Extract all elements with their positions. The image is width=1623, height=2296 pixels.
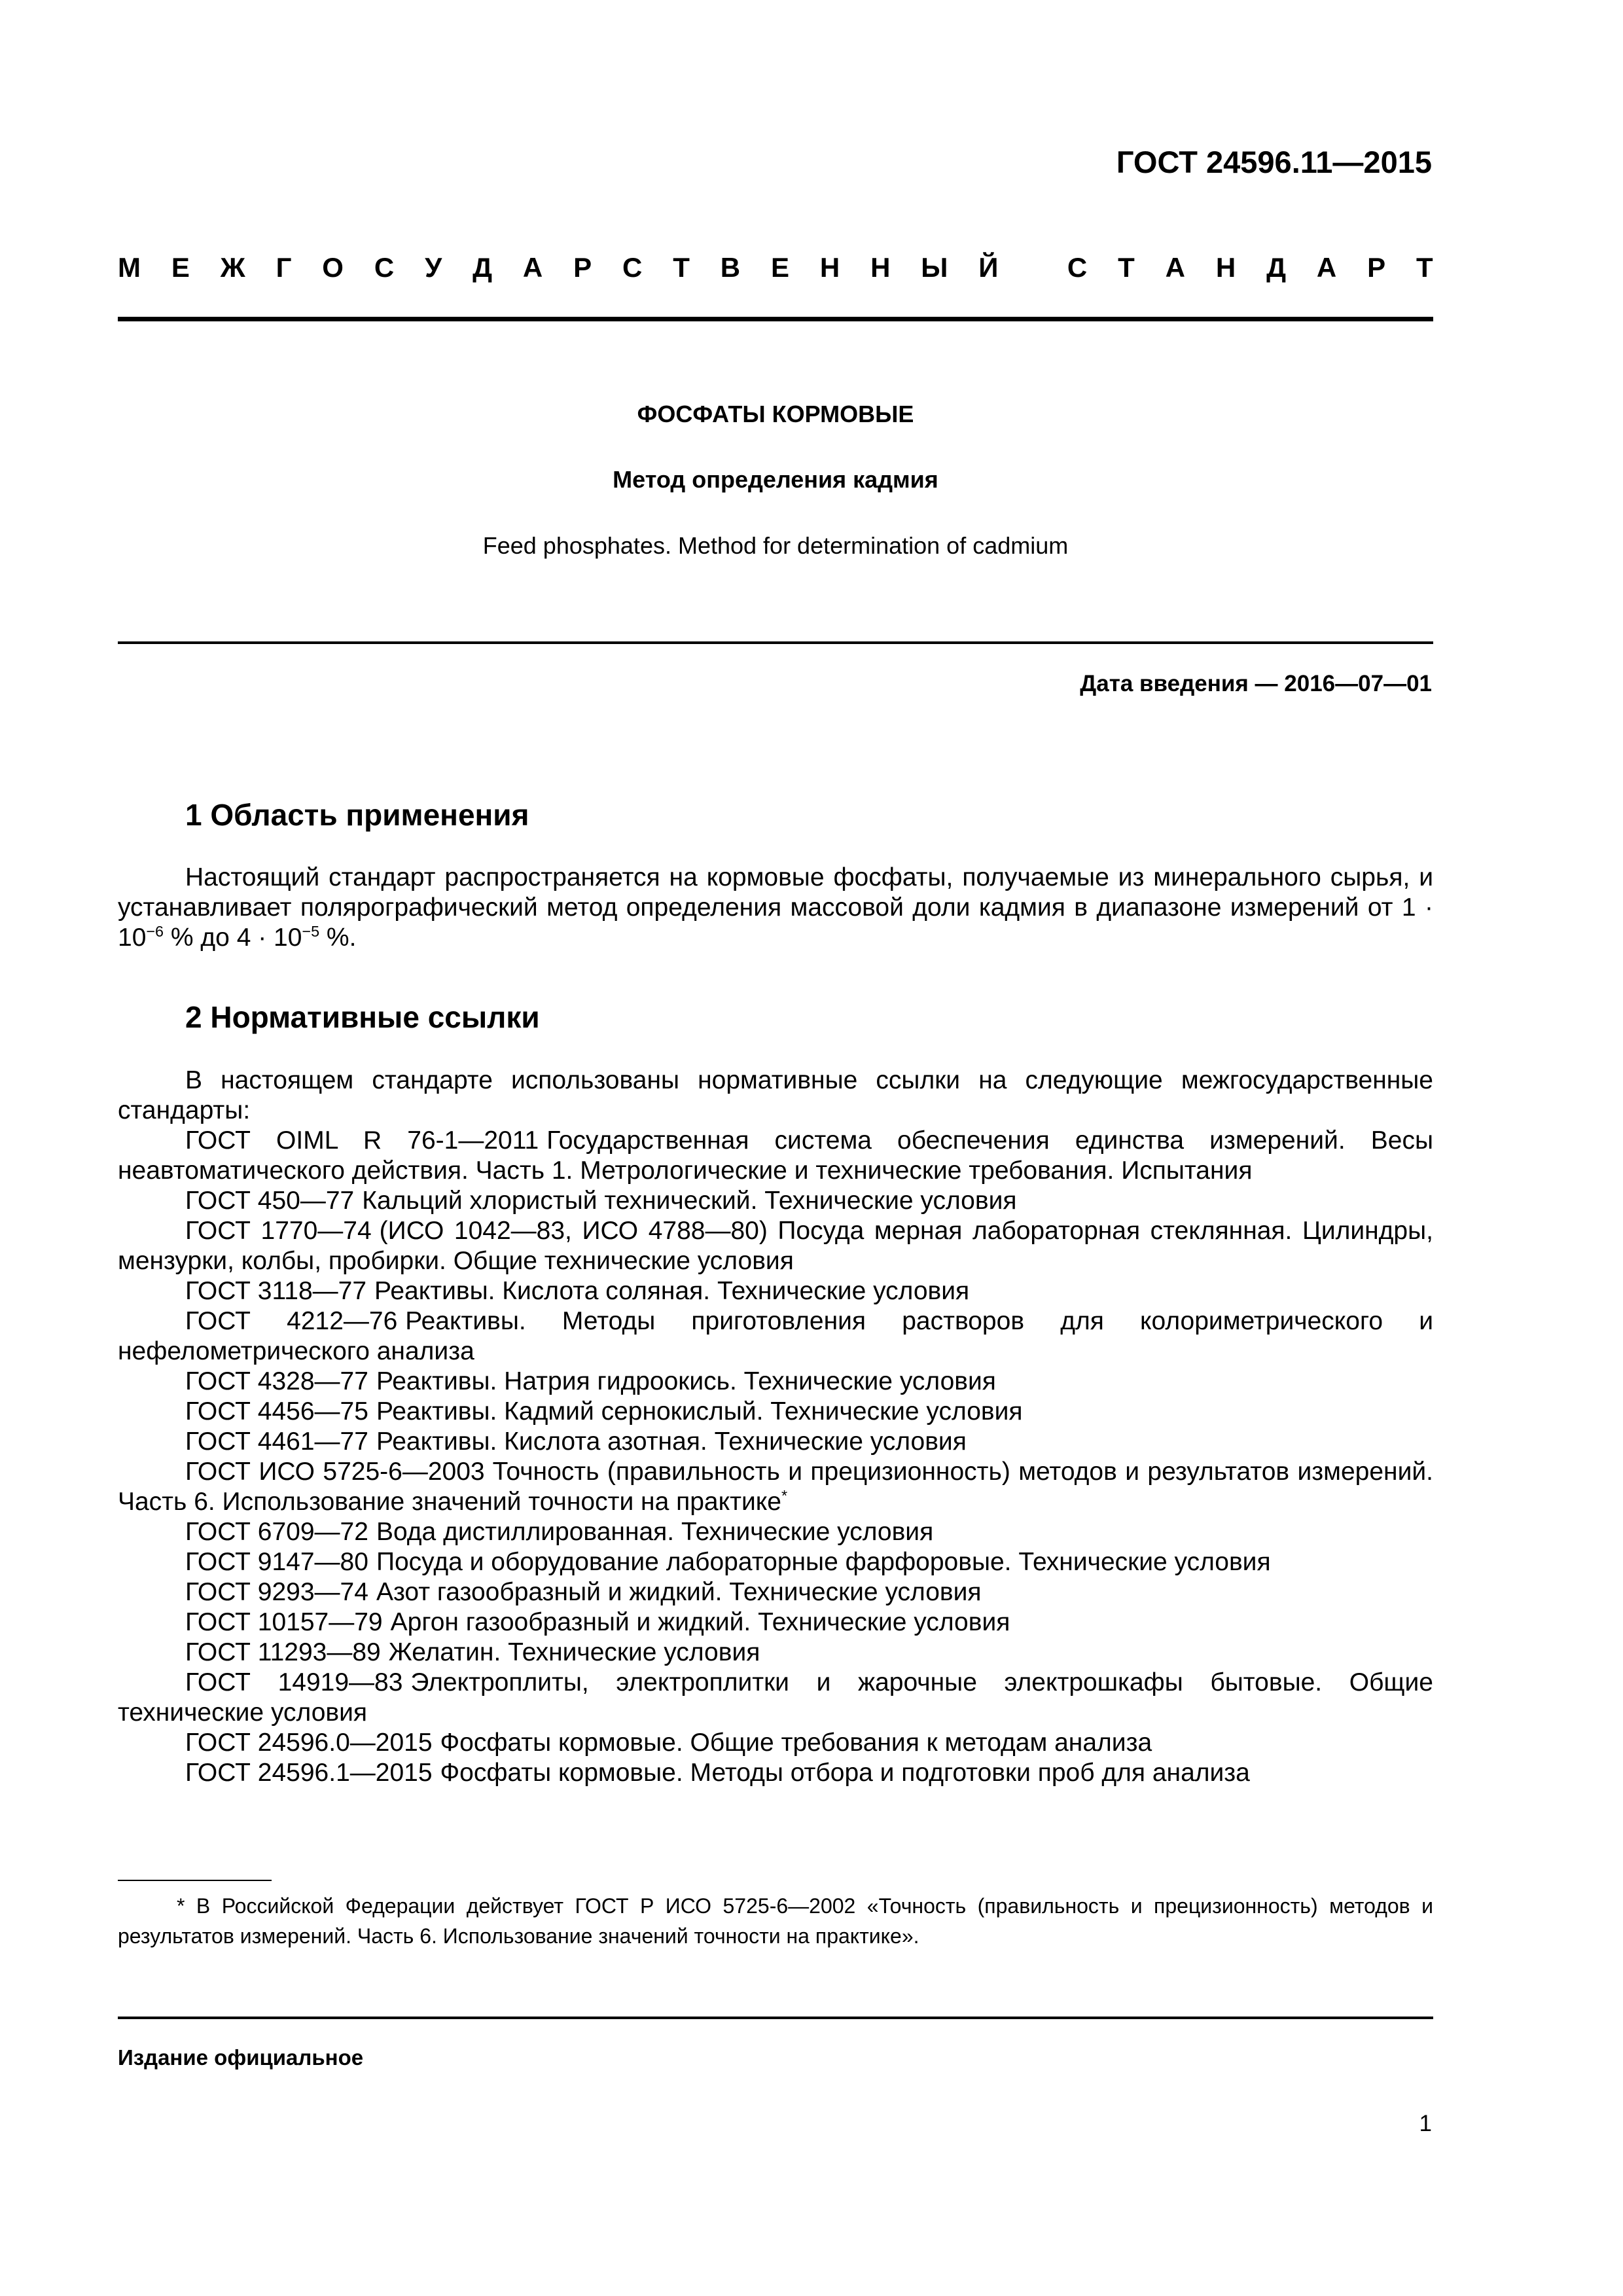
- reference-title: Реактивы. Кислота соляная. Технические условия: [374, 1277, 970, 1305]
- reference-code: ГОСТ 24596.1—2015: [185, 1759, 433, 1787]
- standard-kind-letter: Н: [1215, 252, 1236, 283]
- reference-code: ГОСТ 1770—74: [185, 1217, 372, 1245]
- footnote-separator: [118, 1880, 272, 1881]
- reference-code: ГОСТ 4328—77: [185, 1367, 368, 1395]
- reference-item: [118, 1397, 1433, 1427]
- reference-title: (ИСО 1042—83, ИСО 4788—80) Посуда мерная лабораторная стеклянная. Цилиндры, мензурки, колбы, пробирки. Общие технические условия: [118, 1217, 1433, 1275]
- standard-kind-letter: Ж: [220, 252, 245, 283]
- standard-kind-letter: О: [322, 252, 344, 283]
- standard-kind-letter: Й: [978, 252, 999, 283]
- reference-code: ГОСТ 14919—83: [185, 1668, 403, 1696]
- reference-item: [118, 1126, 1433, 1186]
- reference-title: Реактивы. Кадмий сернокислый. Технические условия: [376, 1397, 1023, 1426]
- reference-item: [118, 1547, 1433, 1577]
- reference-item: [118, 1367, 1433, 1397]
- reference-code: ГОСТ 4212—76: [185, 1307, 398, 1335]
- standard-kind-letter: Ы: [921, 252, 948, 283]
- standard-kind-letter: С: [374, 252, 395, 283]
- reference-item: [118, 1577, 1433, 1607]
- reference-title: Реактивы. Методы приготовления растворов для колориметрического и нефелометрического анализа: [118, 1307, 1433, 1365]
- document-title: ФОСФАТЫ КОРМОВЫЕ: [637, 401, 914, 427]
- title-rule: [118, 641, 1433, 644]
- standard-kind-letter: Т: [673, 252, 690, 283]
- reference-code: ГОСТ 4461—77: [185, 1427, 368, 1456]
- reference-code: ГОСТ 4456—75: [185, 1397, 368, 1426]
- reference-title: Реактивы. Натрия гидроокись. Технические условия: [376, 1367, 996, 1395]
- reference-title: Азот газообразный и жидкий. Технические условия: [376, 1578, 982, 1606]
- footnote-mark: *: [781, 1487, 788, 1504]
- reference-code: ГОСТ 10157—79: [185, 1608, 383, 1636]
- reference-item: [118, 1276, 1433, 1306]
- reference-item: [118, 1306, 1433, 1367]
- references-intro: В настоящем стандарте использованы нормативные ссылки на следующие межгосударственные стандарты:: [118, 1066, 1433, 1124]
- reference-title: Точность (правильность и прецизионность) методов и результатов измерений. Часть 6. Использование значений точности на практике: [118, 1458, 1434, 1516]
- standard-kind-letter: М: [118, 252, 141, 283]
- standard-kind-letter: Т: [1118, 252, 1135, 283]
- reference-item: [118, 1607, 1433, 1638]
- reference-code: ГОСТ 6709—72: [185, 1518, 368, 1546]
- scope-paragraph: Настоящий стандарт распространяется на кормовые фосфаты, получаемые из минерального сырья, и устанавливает полярографический метод определения массовой доли кадмия в диапазоне измерений от $1 \cdot 10^{-6}$ % до $4 \cdot 10^{-5}$ %.: [118, 863, 1433, 952]
- edition-label: Издание официальное: [118, 2045, 364, 2070]
- reference-code: ГОСТ 11293—89: [185, 1638, 381, 1666]
- reference-item: [118, 1427, 1433, 1457]
- reference-item: [118, 1758, 1433, 1788]
- standard-kind-letter: Д: [1266, 252, 1286, 283]
- reference-title: Фосфаты кормовые. Методы отбора и подготовки проб для анализа: [440, 1759, 1250, 1787]
- reference-title: Аргон газообразный и жидкий. Технические условия: [390, 1608, 1010, 1636]
- reference-title: Вода дистиллированная. Технические условия: [376, 1518, 934, 1546]
- reference-code: ГОСТ ИСО 5725-6—2003: [185, 1458, 485, 1486]
- page-number: 1: [1419, 2111, 1432, 2136]
- standard-kind-letter: Т: [1416, 252, 1433, 283]
- reference-item: [118, 1186, 1433, 1216]
- standard-kind-letter: А: [1165, 252, 1185, 283]
- reference-title: Посуда и оборудование лабораторные фарфоровые. Технические условия: [376, 1548, 1271, 1576]
- reference-item: [118, 1638, 1433, 1668]
- standard-kind-letter: Н: [870, 252, 891, 283]
- english-title: Feed phosphates. Method for determination of cadmium: [482, 532, 1069, 559]
- standard-kind-letter: [1029, 252, 1037, 283]
- reference-item: [118, 1728, 1433, 1758]
- reference-code: ГОСТ OIML R 76-1—2011: [185, 1126, 539, 1155]
- standard-kind-letter: А: [1316, 252, 1337, 283]
- standard-kind-letter: С: [622, 252, 643, 283]
- standard-kind-letter: Н: [819, 252, 840, 283]
- section-heading-scope: 1 Область применения: [185, 798, 529, 832]
- standard-kind-letter: С: [1067, 252, 1088, 283]
- reference-title: Кальций хлористый технический. Технические условия: [362, 1187, 1017, 1215]
- standard-kind-letter: Е: [171, 252, 190, 283]
- standard-kind-letter: Р: [573, 252, 592, 283]
- standard-code: ГОСТ 24596.11—2015: [1116, 145, 1432, 179]
- reference-item: [118, 1457, 1433, 1517]
- standard-kind: [118, 252, 1433, 283]
- introduction-date: Дата введения — 2016—07—01: [1080, 671, 1432, 696]
- reference-item: [118, 1517, 1433, 1547]
- standard-kind-letter: Г: [276, 252, 292, 283]
- reference-item: [118, 1216, 1433, 1276]
- reference-title: Фосфаты кормовые. Общие требования к методам анализа: [440, 1729, 1152, 1757]
- reference-item: [118, 1668, 1433, 1728]
- header-rule: [118, 317, 1433, 321]
- reference-title: Государственная система обеспечения единства измерений. Весы неавтоматического действия. Часть 1. Метрологические и технические требования. Испытания: [118, 1126, 1433, 1185]
- standard-kind-letter: А: [522, 252, 543, 283]
- standard-kind-letter: Е: [770, 252, 789, 283]
- reference-title: Реактивы. Кислота азотная. Технические условия: [376, 1427, 967, 1456]
- reference-code: ГОСТ 9293—74: [185, 1578, 368, 1606]
- standard-kind-letter: Д: [473, 252, 492, 283]
- footer-rule: [118, 2017, 1433, 2019]
- document-subtitle: Метод определения кадмия: [613, 466, 938, 493]
- section-heading-references: 2 Нормативные ссылки: [185, 1000, 540, 1034]
- references-list: [118, 1126, 1433, 1788]
- reference-title: Желатин. Технические условия: [388, 1638, 760, 1666]
- standard-kind-letter: Р: [1367, 252, 1386, 283]
- standard-kind-letter: У: [425, 252, 442, 283]
- reference-code: ГОСТ 450—77: [185, 1187, 355, 1215]
- reference-code: ГОСТ 24596.0—2015: [185, 1729, 433, 1757]
- reference-code: ГОСТ 3118—77: [185, 1277, 367, 1305]
- standard-kind-letter: В: [720, 252, 741, 283]
- footnote: * В Российской Федерации действует ГОСТ Р ИСО 5725-6—2002 «Точность (правильность и прецизионность) методов и результатов измерений. Часть 6. Использование значений точности на практике».: [118, 1894, 1433, 1948]
- reference-code: ГОСТ 9147—80: [185, 1548, 368, 1576]
- reference-title: Электроплиты, электроплитки и жарочные электрошкафы бытовые. Общие технические условия: [118, 1668, 1433, 1727]
